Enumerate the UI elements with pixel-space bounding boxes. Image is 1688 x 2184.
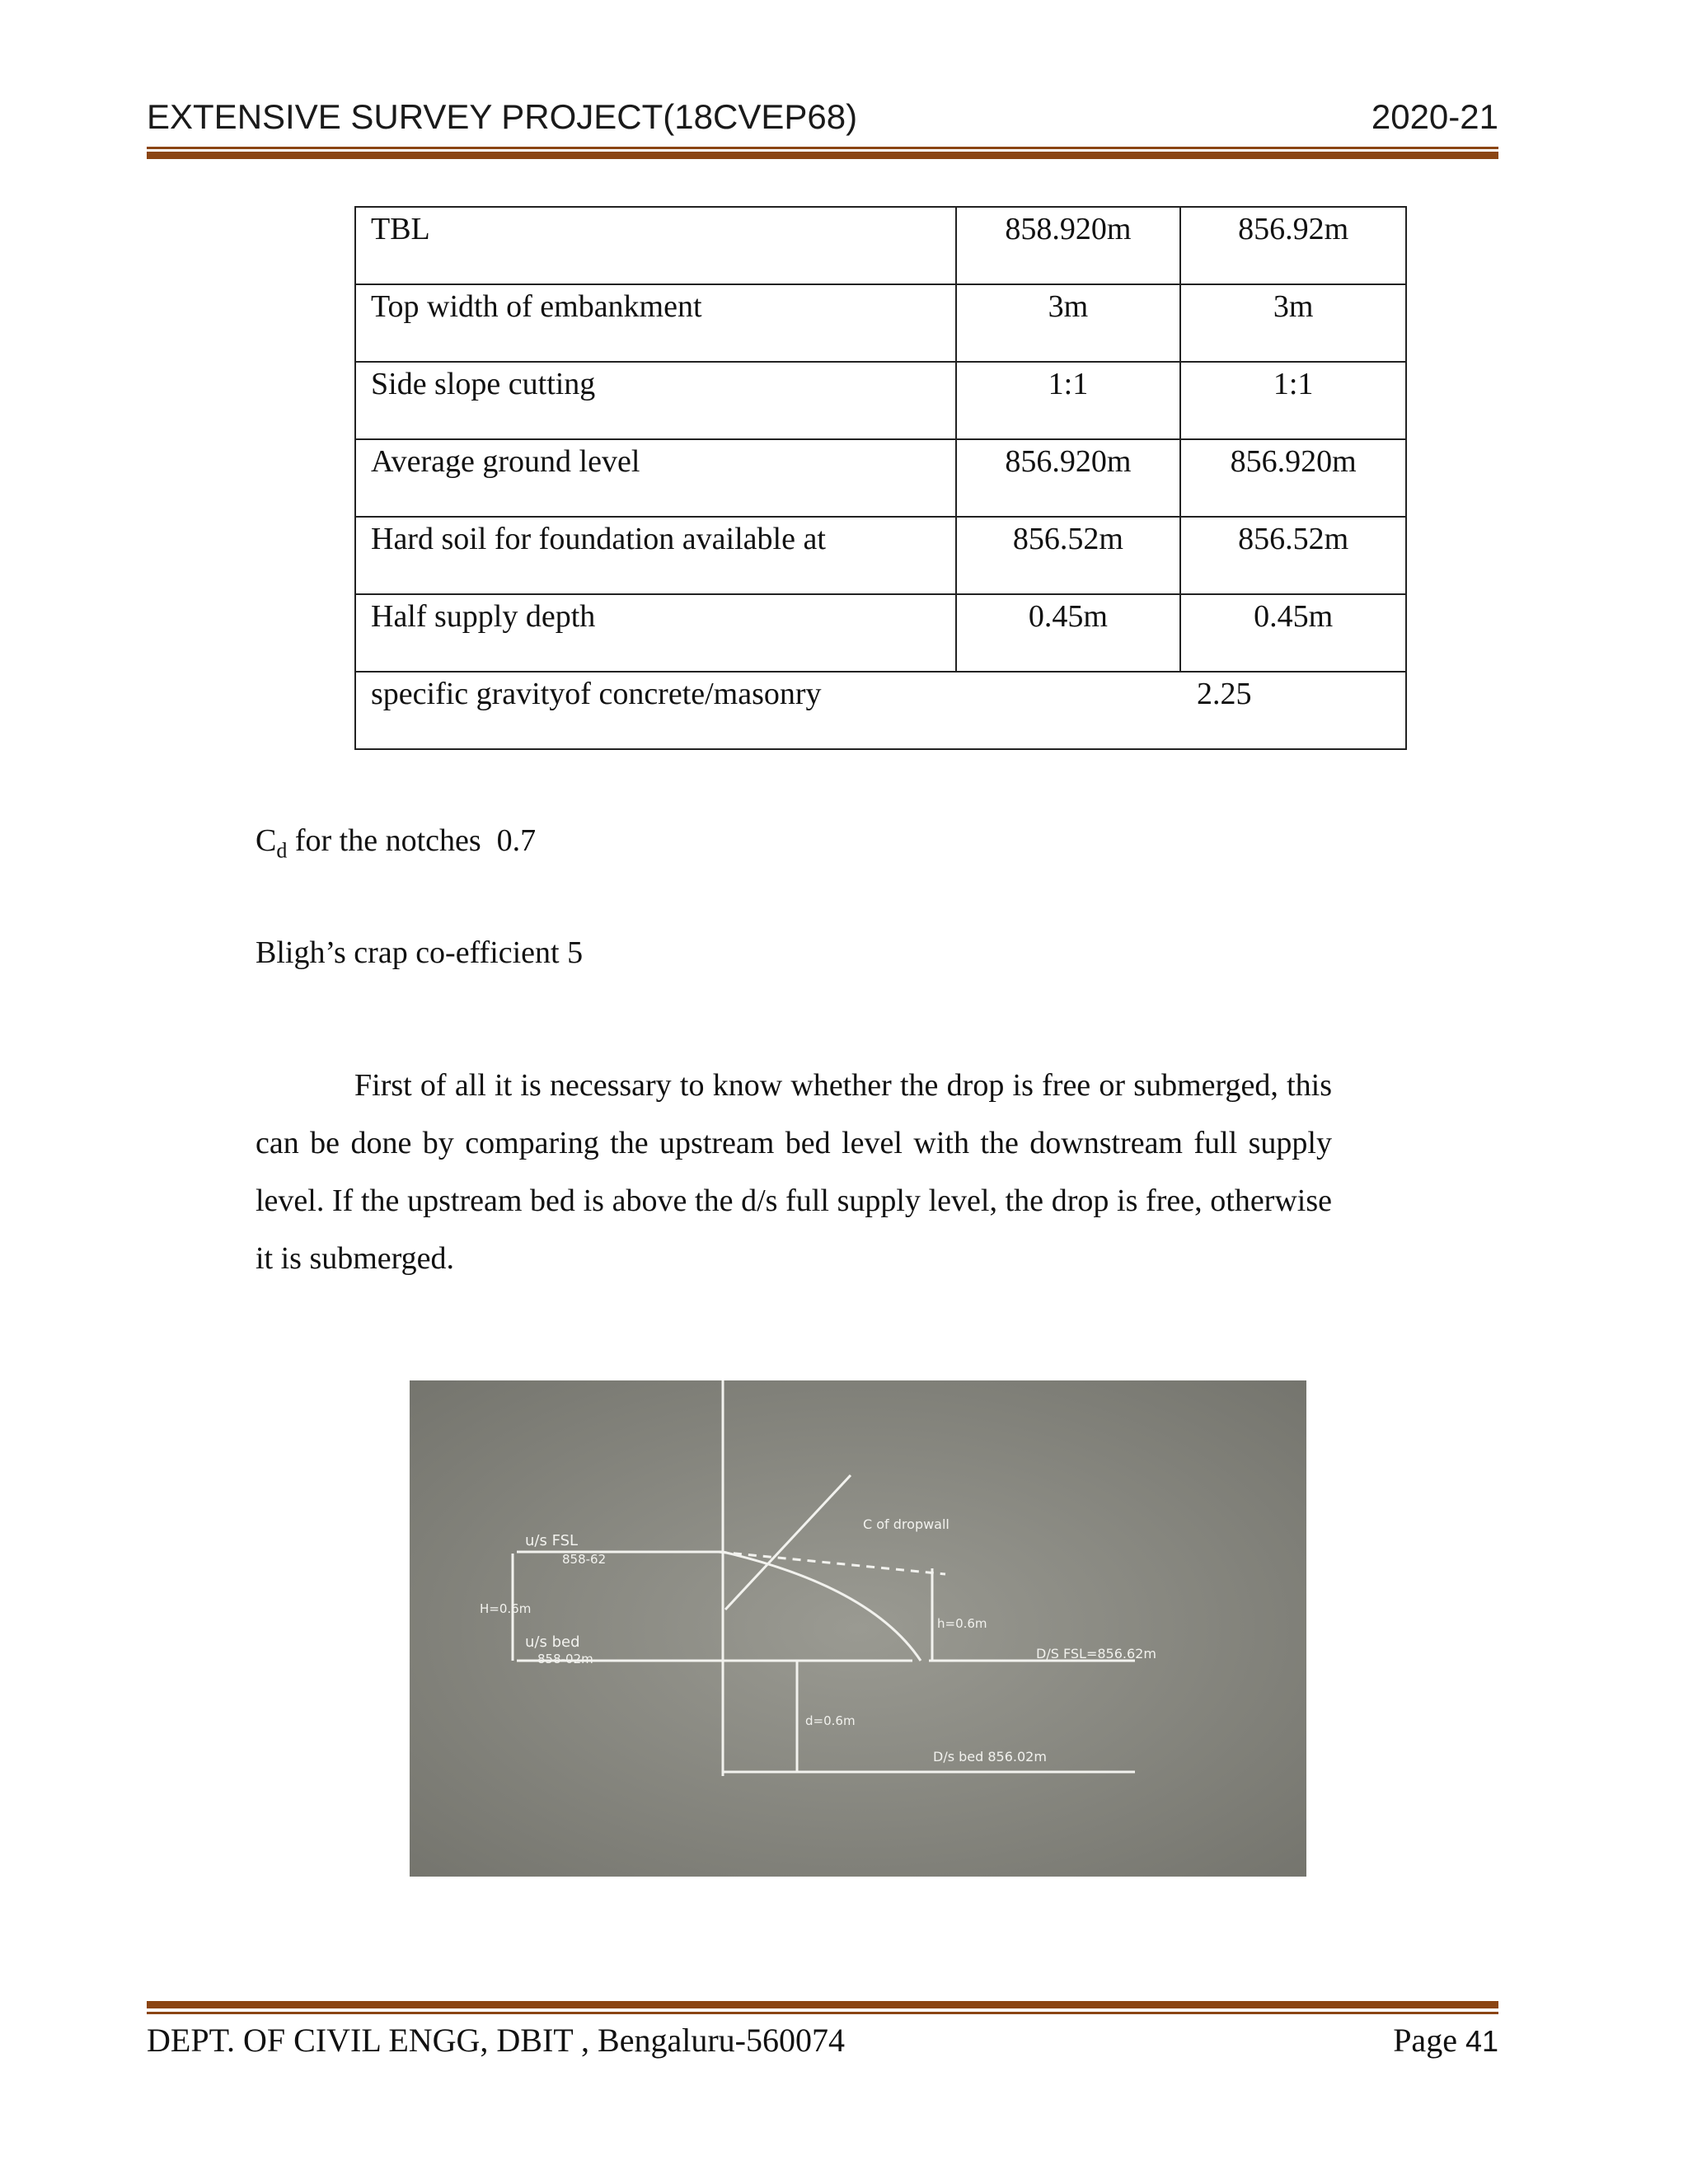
- footer-rule-thin: [147, 2012, 1498, 2014]
- merged-cell: [355, 672, 1406, 749]
- table-row: [355, 362, 1406, 439]
- body-paragraph: [256, 1057, 1332, 1287]
- row-label: TBL: [355, 207, 956, 284]
- row-value-2: 856.92m: [1180, 207, 1406, 284]
- row-label: Half supply depth: [355, 594, 956, 672]
- drop-sketch-photo: [410, 1380, 1306, 1877]
- footer-department: DEPT. OF CIVIL ENGG, DBIT , Bengaluru-560074: [147, 2022, 845, 2059]
- cd-text: for the notches 0.7: [287, 823, 537, 858]
- footer-rule-thick: [147, 2001, 1498, 2008]
- page-label: Page: [1393, 2022, 1457, 2059]
- ds-bed-label: D/s bed 856.02m: [933, 1749, 1047, 1765]
- bligh-line: Bligh’s crap co-efficient 5: [256, 935, 584, 970]
- row-label: specific gravityof concrete/masonry: [371, 677, 822, 711]
- table-row: [355, 517, 1406, 594]
- row-value-1: 0.45m: [956, 594, 1181, 672]
- row-label: Average ground level: [355, 439, 956, 517]
- table-row: [355, 439, 1406, 517]
- footer-page: [1393, 2021, 1498, 2060]
- us-bed-value: 858-02m: [537, 1652, 593, 1666]
- row-value-1: 3m: [956, 284, 1181, 362]
- header-year: 2020-21: [1371, 97, 1498, 136]
- row-value-2: 856.920m: [1180, 439, 1406, 517]
- cd-subscript: d: [276, 838, 288, 863]
- cd-symbol: C: [256, 823, 277, 858]
- h-value: H=0.6m: [480, 1601, 532, 1616]
- us-bed-label: u/s bed: [525, 1633, 580, 1651]
- row-value: 2.25: [1197, 677, 1252, 711]
- row-label: Top width of embankment: [355, 284, 956, 362]
- cd-line: [256, 823, 536, 864]
- row-label: Side slope cutting: [355, 362, 956, 439]
- row-label: Hard soil for foundation available at: [355, 517, 956, 594]
- header-title: EXTENSIVE SURVEY PROJECT(18CVEP68): [147, 97, 858, 136]
- table-row-merged: [355, 672, 1406, 749]
- row-value-1: 858.920m: [956, 207, 1181, 284]
- row-value-2: 1:1: [1180, 362, 1406, 439]
- row-value-2: 3m: [1180, 284, 1406, 362]
- row-value-1: 856.920m: [956, 439, 1181, 517]
- page-header: [147, 97, 1498, 147]
- h2-value: h=0.6m: [937, 1616, 987, 1631]
- table-row: [355, 594, 1406, 672]
- d-value: d=0.6m: [805, 1713, 856, 1728]
- table-row: [355, 207, 1406, 284]
- row-value-2: 856.52m: [1180, 517, 1406, 594]
- row-value-2: 0.45m: [1180, 594, 1406, 672]
- us-fsl-label: u/s FSL: [525, 1532, 579, 1549]
- photo-background: [410, 1380, 1306, 1877]
- cl-dropwall-label: C of dropwall: [863, 1516, 950, 1532]
- paragraph-text: First of all it is necessary to know whether the drop is free or submerged, this can be done by comparing the upstream bed level with the downstream full supply level. If the upstream bed is above the d/s full supply level, the drop is free, otherwise it is submerged.: [256, 1068, 1332, 1276]
- us-fsl-value: 858-62: [562, 1552, 607, 1567]
- header-rule-thick: [147, 152, 1498, 159]
- ds-fsl-label: D/S FSL=856.62m: [1036, 1646, 1156, 1661]
- design-data-table: [354, 206, 1407, 750]
- header-rule-thin: [147, 147, 1498, 149]
- table-row: [355, 284, 1406, 362]
- page-number: 41: [1465, 2024, 1498, 2058]
- row-value-1: 856.52m: [956, 517, 1181, 594]
- row-value-1: 1:1: [956, 362, 1181, 439]
